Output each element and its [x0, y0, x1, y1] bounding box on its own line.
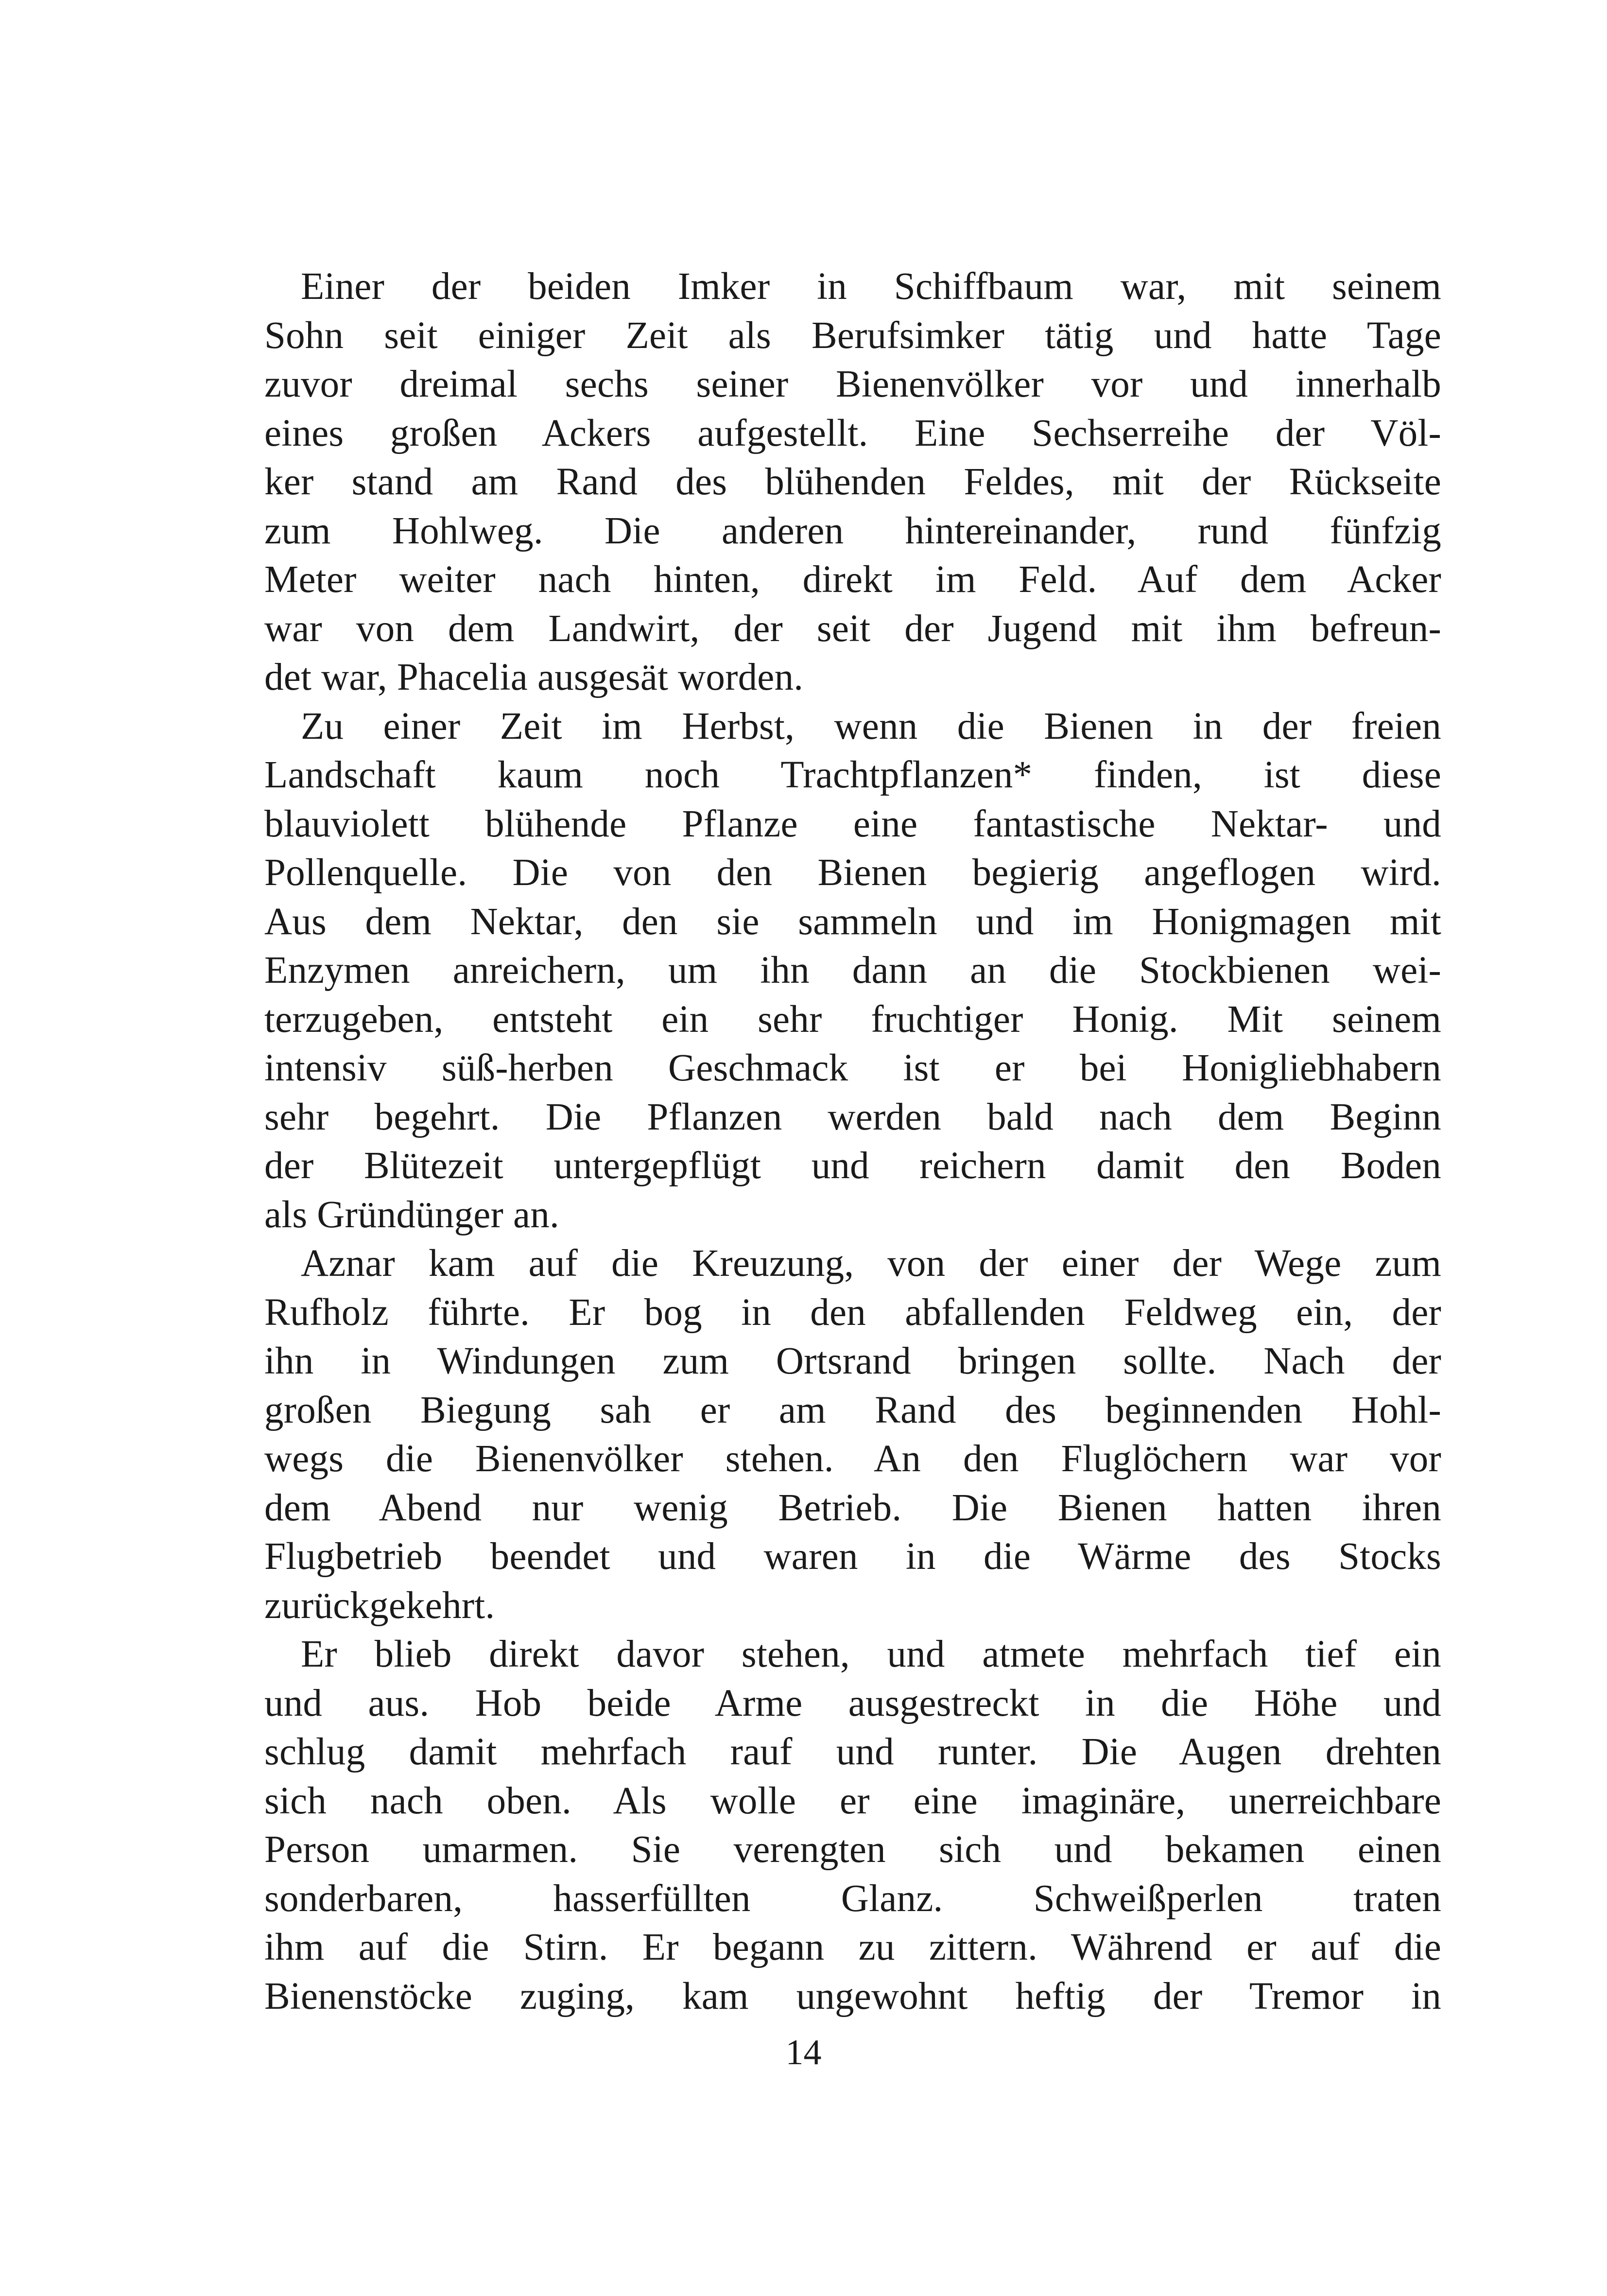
text-line: Pollenquelle. Die von den Bienen begierig angeflogen wird.: [264, 852, 1441, 894]
text-line: det war, Phacelia ausgesät worden.: [264, 656, 804, 698]
text-line: schlug damit mehrfach rauf und runter. Die Augen drehten: [264, 1731, 1441, 1773]
text-line: Einer der beiden Imker in Schiffbaum war, mit seinem: [301, 265, 1441, 308]
paragraph-3: [264, 1239, 1441, 1630]
paragraph-2: [264, 702, 1441, 1240]
page-number: 14: [785, 2033, 822, 2072]
text-line: Flugbetrieb beendet und waren in die Wärme des Stocks: [264, 1535, 1441, 1578]
text-line: Meter weiter nach hinten, direkt im Feld. Auf dem Acker: [264, 558, 1441, 601]
paragraph-4: [264, 1630, 1441, 2021]
text-line: der Blütezeit untergepflügt und reichern damit den Boden: [264, 1145, 1441, 1187]
text-line: wegs die Bienenvölker stehen. An den Fluglöchern war vor: [264, 1438, 1441, 1480]
text-line: und aus. Hob beide Arme ausgestreckt in die Höhe und: [264, 1682, 1441, 1724]
text-line: zum Hohlweg. Die anderen hintereinander, rund fünfzig: [264, 509, 1441, 552]
text-line: Enzymen anreichern, um ihn dann an die Stockbienen wei-: [264, 949, 1441, 991]
paragraph-1: [264, 262, 1441, 702]
text-line: zuvor dreimal sechs seiner Bienenvölker vor und innerhalb: [264, 363, 1441, 405]
text-line: blauviolett blühende Pflanze eine fantastische Nektar- und: [264, 802, 1441, 845]
text-line: Person umarmen. Sie verengten sich und bekamen einen: [264, 1828, 1441, 1871]
text-line: dem Abend nur wenig Betrieb. Die Bienen hatten ihren: [264, 1486, 1441, 1529]
text-line: Aus dem Nektar, den sie sammeln und im Honigmagen mit: [264, 900, 1441, 943]
text-line: Rufholz führte. Er bog in den abfallenden Feldweg ein, der: [264, 1291, 1441, 1334]
text-line: großen Biegung sah er am Rand des beginnenden Hohl-: [264, 1389, 1441, 1431]
text-line: Zu einer Zeit im Herbst, wenn die Bienen in der freien: [301, 705, 1441, 748]
text-line: Sohn seit einiger Zeit als Berufsimker tätig und hatte Tage: [264, 314, 1441, 357]
text-line: Aznar kam auf die Kreuzung, von der einer der Wege zum: [301, 1242, 1441, 1285]
text-line: Landschaft kaum noch Trachtpflanzen* finden, ist diese: [264, 754, 1441, 796]
text-line: intensiv süß-herben Geschmack ist er bei Honigliebhabern: [264, 1047, 1441, 1089]
text-line: ker stand am Rand des blühenden Feldes, mit der Rückseite: [264, 461, 1441, 503]
text-line: als Gründünger an.: [264, 1193, 559, 1236]
body-text: [264, 262, 1441, 2021]
text-line: Bienenstöcke zuging, kam ungewohnt heftig der Tremor in: [264, 1975, 1441, 2018]
text-line: sonderbaren, hasserfüllten Glanz. Schweißperlen traten: [264, 1877, 1441, 1920]
text-line: sich nach oben. Als wolle er eine imaginäre, unerreichbare: [264, 1779, 1441, 1822]
text-line: Er blieb direkt davor stehen, und atmete mehrfach tief ein: [301, 1633, 1441, 1675]
text-line: ihn in Windungen zum Ortsrand bringen sollte. Nach der: [264, 1340, 1441, 1382]
text-line: terzugeben, entsteht ein sehr fruchtiger Honig. Mit seinem: [264, 998, 1441, 1041]
text-line: war von dem Landwirt, der seit der Jugend mit ihm befreun-: [264, 607, 1441, 650]
text-line: eines großen Ackers aufgestellt. Eine Sechserreihe der Völ-: [264, 412, 1441, 454]
text-line: sehr begehrt. Die Pflanzen werden bald nach dem Beginn: [264, 1096, 1441, 1138]
text-line: zurückgekehrt.: [264, 1584, 495, 1627]
text-line: ihm auf die Stirn. Er begann zu zittern. Während er auf die: [264, 1926, 1441, 1968]
